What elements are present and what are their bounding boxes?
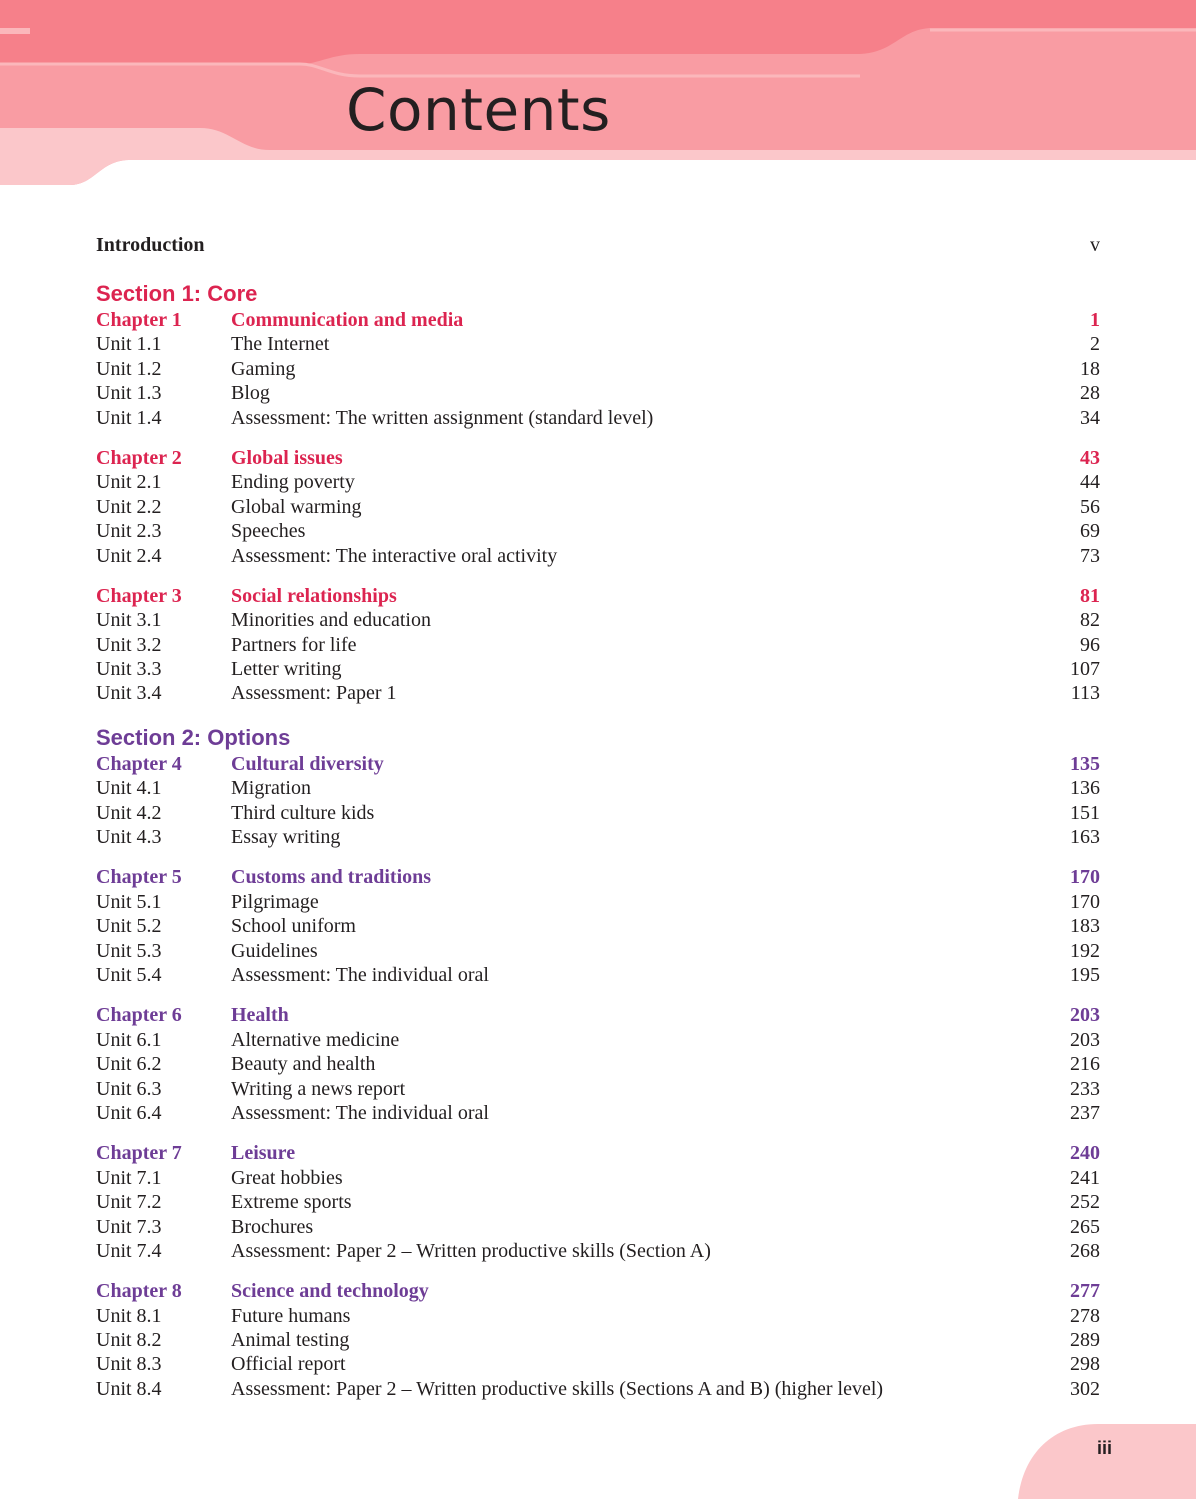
chapter-block [96,865,1100,987]
chapter-title: Global issues [231,446,343,469]
unit-title: Third culture kids [231,801,375,824]
unit-title: Assessment: The individual oral [231,963,489,986]
unit-row[interactable] [96,544,1100,568]
chapter-row[interactable] [96,1279,1100,1303]
unit-row[interactable] [96,1328,1100,1352]
unit-page-number: 195 [1070,963,1100,986]
unit-row[interactable] [96,801,1100,825]
unit-number: Unit 3.4 [96,682,162,705]
unit-row[interactable] [96,776,1100,800]
unit-number: Unit 5.4 [96,963,162,986]
unit-page-number: 69 [1080,520,1100,543]
page-number: iii [1096,1438,1112,1458]
unit-title: Assessment: Paper 1 [231,682,397,705]
unit-number: Unit 2.3 [96,520,162,543]
unit-number: Unit 3.1 [96,609,162,632]
chapter-row[interactable] [96,1141,1100,1165]
unit-number: Unit 4.3 [96,826,162,849]
unit-row[interactable] [96,381,1100,405]
unit-page-number: 28 [1080,382,1100,405]
unit-row[interactable] [96,1239,1100,1263]
unit-number: Unit 6.2 [96,1053,162,1076]
unit-row[interactable] [96,1215,1100,1239]
unit-row[interactable] [96,633,1100,657]
unit-number: Unit 3.3 [96,658,162,681]
introduction-label: Introduction [96,234,205,256]
unit-row[interactable] [96,519,1100,543]
chapter-block [96,1141,1100,1263]
introduction-page: v [1090,234,1100,256]
unit-number: Unit 6.1 [96,1028,162,1051]
unit-number: Unit 8.2 [96,1329,162,1352]
unit-title: Writing a news report [231,1077,406,1100]
chapter-row[interactable] [96,752,1100,776]
unit-row[interactable] [96,495,1100,519]
unit-number: Unit 6.3 [96,1077,162,1100]
unit-page-number: 73 [1080,544,1100,567]
unit-number: Unit 7.1 [96,1166,162,1189]
unit-title: Essay writing [231,826,341,849]
unit-page-number: 96 [1080,633,1100,656]
unit-page-number: 237 [1070,1101,1100,1124]
chapter-title: Health [231,1004,289,1027]
unit-row[interactable] [96,406,1100,430]
chapter-page-number: 277 [1070,1280,1100,1303]
unit-title: Pilgrimage [231,890,319,913]
chapter-page-number: 1 [1090,309,1100,331]
chapter-row[interactable] [96,1003,1100,1027]
chapter-page-number: 203 [1070,1004,1100,1027]
chapter-number: Chapter 2 [96,446,182,469]
unit-row[interactable] [96,963,1100,987]
unit-page-number: 216 [1070,1053,1100,1076]
unit-number: Unit 6.4 [96,1101,162,1124]
unit-page-number: 241 [1070,1166,1100,1189]
unit-number: Unit 2.1 [96,471,162,494]
chapter-page-number: 81 [1080,584,1100,607]
unit-number: Unit 1.1 [96,333,162,356]
unit-number: Unit 8.3 [96,1353,162,1376]
unit-page-number: 192 [1070,939,1100,962]
unit-row[interactable] [96,1352,1100,1376]
unit-title: Letter writing [231,658,342,681]
unit-row[interactable] [96,939,1100,963]
unit-number: Unit 5.3 [96,939,162,962]
chapter-row[interactable] [96,308,1100,332]
chapter-title: Leisure [231,1142,296,1165]
chapter-block [96,584,1100,706]
unit-number: Unit 4.1 [96,777,162,800]
chapter-page-number: 43 [1080,446,1100,469]
unit-title: Assessment: The individual oral [231,1101,489,1124]
unit-number: Unit 1.4 [96,406,162,429]
table-of-contents [96,229,1100,1401]
unit-title: Blog [231,382,270,405]
unit-title: Ending poverty [231,471,355,494]
chapter-title: Cultural diversity [231,752,384,775]
unit-row[interactable] [96,1101,1100,1125]
section-heading: Section 1: Core [96,281,258,306]
unit-page-number: 107 [1070,658,1100,681]
unit-row[interactable] [96,1304,1100,1328]
unit-number: Unit 5.2 [96,915,162,938]
unit-number: Unit 4.2 [96,801,162,824]
unit-row[interactable] [96,657,1100,681]
unit-page-number: 278 [1070,1304,1100,1327]
unit-row[interactable] [96,890,1100,914]
unit-page-number: 268 [1070,1239,1100,1262]
unit-number: Unit 8.1 [96,1304,162,1327]
unit-number: Unit 7.2 [96,1191,162,1214]
unit-page-number: 2 [1090,333,1100,356]
chapter-number: Chapter 3 [96,584,182,607]
chapter-title: Customs and traditions [231,866,432,889]
unit-title: Migration [231,777,311,800]
unit-title: Assessment: Paper 2 – Written productive skills (Section A) [231,1239,711,1262]
unit-title: Future humans [231,1304,351,1327]
chapter-block [96,1003,1100,1125]
chapter-page-number: 170 [1070,866,1100,889]
unit-page-number: 170 [1070,890,1100,913]
unit-page-number: 151 [1070,801,1100,824]
chapter-block [96,308,1100,430]
unit-page-number: 183 [1070,915,1100,938]
unit-page-number: 289 [1070,1329,1100,1352]
unit-number: Unit 2.4 [96,544,162,567]
unit-title: Speeches [231,520,306,543]
chapter-number: Chapter 8 [96,1280,182,1303]
unit-page-number: 163 [1070,826,1100,849]
unit-title: Assessment: The written assignment (standard level) [231,406,654,429]
unit-page-number: 233 [1070,1077,1100,1100]
chapter-title: Social relationships [231,584,397,607]
unit-title: Gaming [231,357,296,380]
unit-page-number: 82 [1080,609,1100,632]
unit-title: Minorities and education [231,609,431,632]
unit-title: Beauty and health [231,1053,376,1076]
unit-title: Great hobbies [231,1166,343,1189]
unit-row[interactable] [96,608,1100,632]
chapter-block [96,752,1100,850]
chapter-page-number: 135 [1070,752,1100,775]
unit-row[interactable] [96,1028,1100,1052]
unit-title: The Internet [231,333,330,356]
unit-page-number: 252 [1070,1191,1100,1214]
unit-row[interactable] [96,1190,1100,1214]
unit-title: Global warming [231,495,362,518]
unit-title: Alternative medicine [231,1028,400,1051]
unit-title: Animal testing [231,1329,350,1352]
unit-page-number: 302 [1070,1377,1100,1400]
unit-row[interactable] [96,357,1100,381]
unit-title: Guidelines [231,939,318,962]
unit-title: Official report [231,1353,346,1376]
unit-title: Brochures [231,1215,314,1238]
unit-page-number: 18 [1080,357,1100,380]
chapter-row[interactable] [96,865,1100,889]
unit-row[interactable] [96,470,1100,494]
unit-number: Unit 7.3 [96,1215,162,1238]
chapter-number: Chapter 4 [96,752,182,775]
unit-row[interactable] [96,1166,1100,1190]
unit-number: Unit 3.2 [96,633,162,656]
introduction-row[interactable] [96,229,1100,262]
chapter-number: Chapter 7 [96,1142,182,1165]
unit-title: Assessment: The interactive oral activity [231,544,558,567]
chapter-number: Chapter 1 [96,309,182,331]
chapter-row[interactable] [96,584,1100,608]
unit-row[interactable] [96,1077,1100,1101]
unit-page-number: 298 [1070,1353,1100,1376]
unit-page-number: 44 [1080,471,1100,494]
unit-number: Unit 1.2 [96,357,162,380]
chapter-row[interactable] [96,446,1100,470]
unit-page-number: 56 [1080,495,1100,518]
unit-title: Assessment: Paper 2 – Written productive skills (Sections A and B) (higher level) [231,1377,884,1400]
unit-page-number: 136 [1070,777,1100,800]
chapter-block [96,446,1100,568]
chapter-block [96,1279,1100,1401]
unit-title: Extreme sports [231,1191,352,1214]
sections-list [96,280,1100,1401]
unit-page-number: 265 [1070,1215,1100,1238]
unit-row[interactable] [96,914,1100,938]
unit-number: Unit 2.2 [96,495,162,518]
unit-title: School uniform [231,915,356,938]
unit-row[interactable] [96,1377,1100,1401]
unit-row[interactable] [96,681,1100,705]
unit-number: Unit 7.4 [96,1239,162,1262]
chapter-number: Chapter 6 [96,1004,182,1027]
chapter-title: Science and technology [231,1280,429,1303]
unit-title: Partners for life [231,633,357,656]
unit-row[interactable] [96,332,1100,356]
unit-page-number: 113 [1070,682,1100,705]
chapter-title: Communication and media [231,309,464,331]
unit-row[interactable] [96,825,1100,849]
section-heading: Section 2: Options [96,724,291,750]
unit-number: Unit 8.4 [96,1377,162,1400]
unit-row[interactable] [96,1052,1100,1076]
page-number-tab [1018,1424,1196,1499]
chapter-page-number: 240 [1070,1142,1100,1165]
chapter-number: Chapter 5 [96,866,182,889]
unit-page-number: 34 [1080,406,1100,429]
unit-page-number: 203 [1070,1028,1100,1051]
page-title: Contents [346,76,611,144]
unit-number: Unit 5.1 [96,890,162,913]
unit-number: Unit 1.3 [96,382,162,405]
